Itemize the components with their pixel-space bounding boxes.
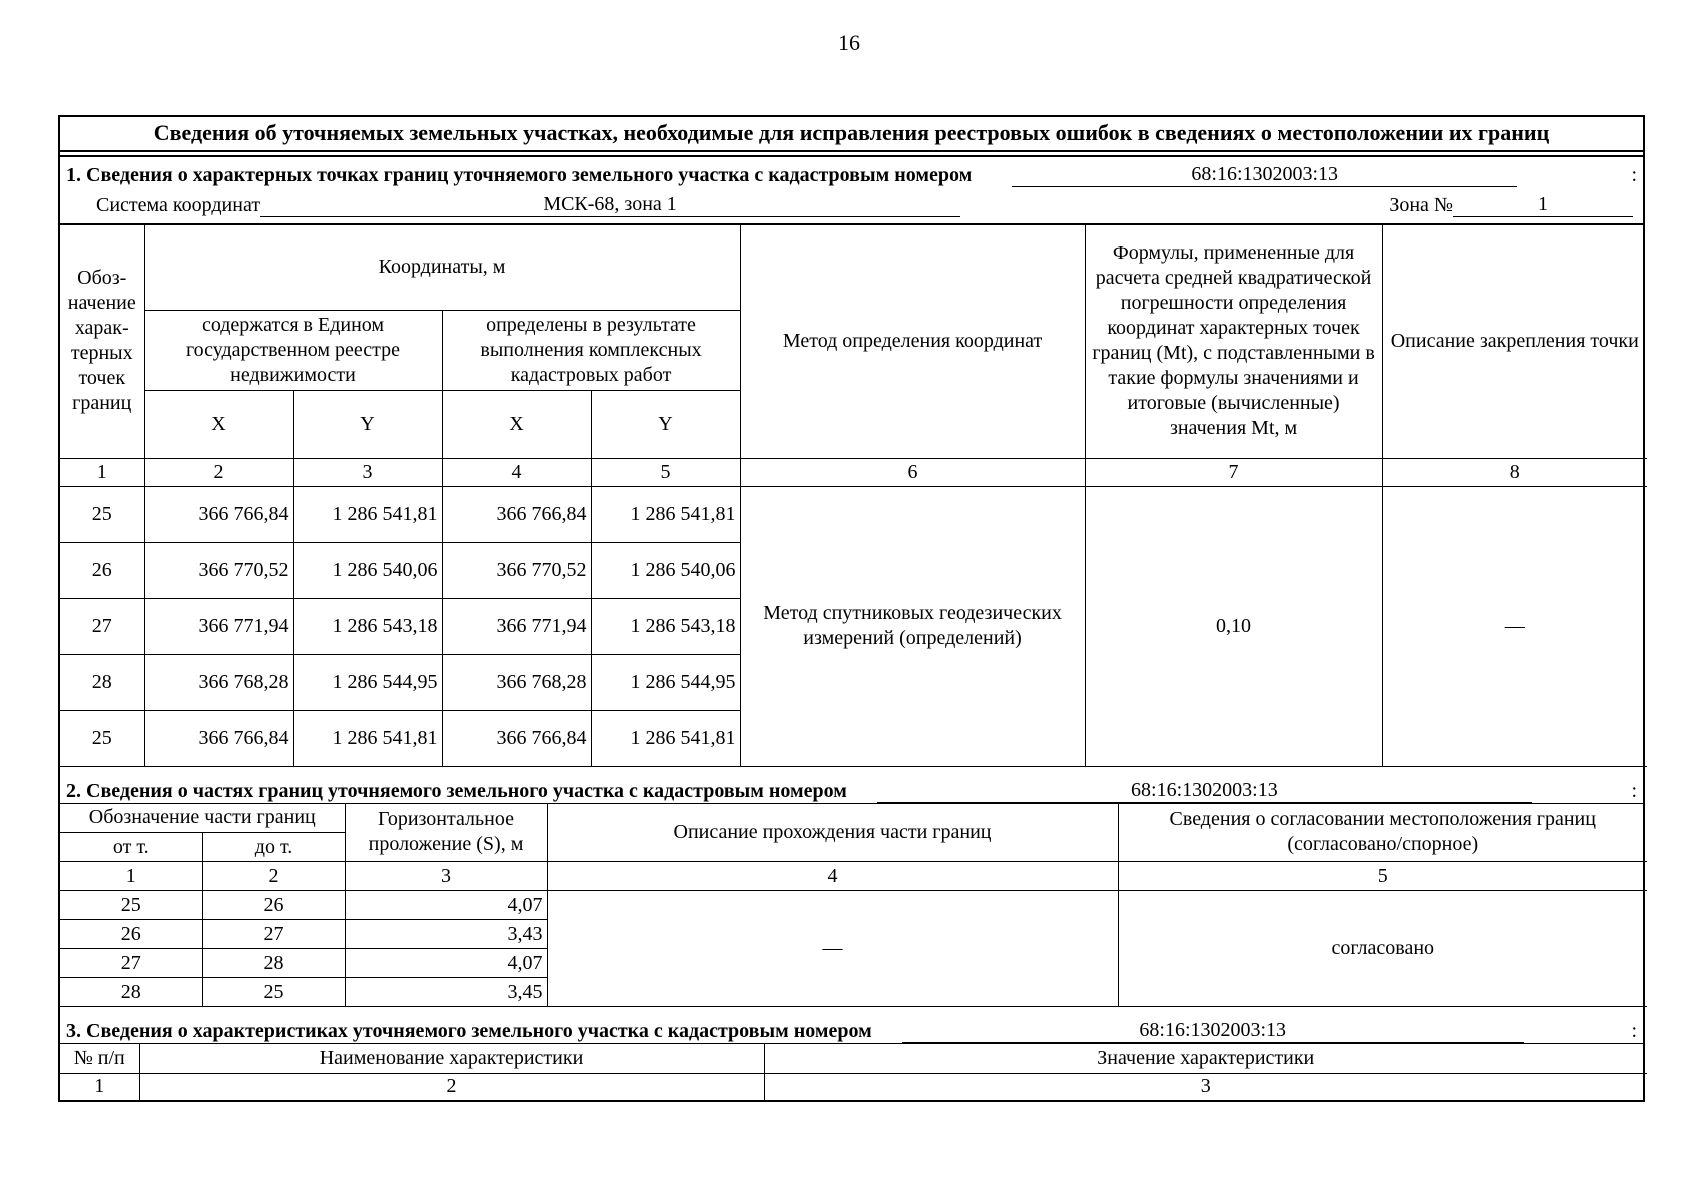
y-egrn: 1 286 540,06	[293, 542, 442, 598]
header-fixing: Описание закрепления точки	[1382, 225, 1647, 458]
col-number: 7	[1085, 458, 1382, 486]
header-y-complex: Y	[591, 390, 740, 458]
col-number: 5	[591, 458, 740, 486]
header-value: Значение характеристики	[764, 1044, 1647, 1073]
method-value: Метод спутниковых геодезических измерений (определений)	[740, 486, 1085, 766]
from-point: 25	[60, 891, 202, 920]
header-agreement: Сведения о согласовании местоположения границ (согласовано/спорное)	[1118, 804, 1647, 862]
colon: :	[1631, 779, 1637, 802]
col-number: 3	[764, 1073, 1647, 1100]
header-name: Наименование характеристики	[139, 1044, 764, 1073]
section3-heading-row	[60, 1007, 1643, 1044]
form-title: Сведения об уточняемых земельных участках, необходимые для исправления реестровых ошибок в сведениях о местоположении их границ	[60, 117, 1643, 152]
x-egrn: 366 770,52	[144, 542, 293, 598]
point-id: 26	[60, 542, 144, 598]
y-egrn: 1 286 544,95	[293, 654, 442, 710]
characteristics-table	[60, 1044, 1647, 1100]
points-table	[60, 225, 1647, 767]
horizontal-value: 3,43	[345, 920, 547, 949]
col-number: 4	[442, 458, 591, 486]
section3-heading: 3. Сведения о характеристиках уточняемого земельного участка с кадастровым номером	[66, 1020, 872, 1042]
y-complex: 1 286 543,18	[591, 598, 740, 654]
header-part: Обозначение части границ	[60, 804, 345, 833]
section1-heading-row	[60, 157, 1643, 187]
zone-label: Зона №	[1389, 194, 1453, 216]
y-complex: 1 286 541,81	[591, 710, 740, 766]
x-egrn: 366 771,94	[144, 598, 293, 654]
x-complex: 366 770,52	[442, 542, 591, 598]
y-complex: 1 286 540,06	[591, 542, 740, 598]
header-coordinates: Координаты, м	[144, 225, 740, 310]
from-point: 26	[60, 920, 202, 949]
y-complex: 1 286 541,81	[591, 486, 740, 542]
mt-value: 0,10	[1085, 486, 1382, 766]
description-value: —	[547, 891, 1118, 1007]
agreement-value: согласовано	[1118, 891, 1647, 1007]
header-to: до т.	[202, 833, 345, 862]
x-complex: 366 766,84	[442, 710, 591, 766]
x-egrn: 366 768,28	[144, 654, 293, 710]
col-number: 3	[345, 862, 547, 891]
header-x-egrn: X	[144, 390, 293, 458]
header-x-complex: X	[442, 390, 591, 458]
to-point: 28	[202, 949, 345, 978]
col-number: 1	[60, 1073, 139, 1100]
colon: :	[1631, 164, 1637, 186]
col-number: 2	[139, 1073, 764, 1100]
coord-system-value: МСК-68, зона 1	[260, 192, 960, 217]
section2-heading-row	[60, 767, 1643, 804]
horizontal-value: 4,07	[345, 949, 547, 978]
fixing-value: —	[1382, 486, 1647, 766]
point-id: 28	[60, 654, 144, 710]
header-from: от т.	[60, 833, 202, 862]
header-method: Метод определения координат	[740, 225, 1085, 458]
col-number: 4	[547, 862, 1118, 891]
header-formulas: Формулы, примененные для расчета средней квадратической погрешности определения координат характерных точек границ (Mt), с подставленными в такие формулы значениями и итоговые (вычисленные) значения Mt, м	[1085, 225, 1382, 458]
from-point: 27	[60, 949, 202, 978]
header-horizontal: Горизонтальное проложение (S), м	[345, 804, 547, 862]
horizontal-value: 3,45	[345, 978, 547, 1007]
x-complex: 366 766,84	[442, 486, 591, 542]
section1-heading: 1. Сведения о характерных точках границ уточняемого земельного участка с кадастровым номером	[66, 164, 973, 186]
y-egrn: 1 286 543,18	[293, 598, 442, 654]
header-complex: определены в результате выполнения комплексных кадастровых работ	[442, 310, 740, 390]
header-egrn: содержатся в Едином государственном реестре недвижимости	[144, 310, 442, 390]
point-id: 25	[60, 710, 144, 766]
section2-heading: 2. Сведения о частях границ уточняемого земельного участка с кадастровым номером	[66, 779, 847, 802]
zone-value: 1	[1453, 192, 1633, 217]
col-number: 5	[1118, 862, 1647, 891]
section2-cadastral-number: 68:16:1302003:13	[877, 778, 1532, 803]
document-form	[58, 115, 1645, 1102]
col-number: 1	[60, 458, 144, 486]
section3-cadastral-number: 68:16:1302003:13	[902, 1018, 1524, 1043]
to-point: 26	[202, 891, 345, 920]
x-egrn: 366 766,84	[144, 710, 293, 766]
col-number: 6	[740, 458, 1085, 486]
y-egrn: 1 286 541,81	[293, 486, 442, 542]
table-row	[60, 891, 1647, 920]
header-num: № п/п	[60, 1044, 139, 1073]
col-number: 1	[60, 862, 202, 891]
table-row	[60, 486, 1647, 542]
header-point: Обоз-начение харак-терных точек границ	[60, 225, 144, 458]
to-point: 27	[202, 920, 345, 949]
colon: :	[1631, 1020, 1637, 1042]
point-id: 25	[60, 486, 144, 542]
coord-system-label: Система координат	[96, 194, 261, 216]
col-number: 3	[293, 458, 442, 486]
x-egrn: 366 766,84	[144, 486, 293, 542]
from-point: 28	[60, 978, 202, 1007]
coord-system-row	[60, 187, 1643, 225]
to-point: 25	[202, 978, 345, 1007]
page-number: 16	[838, 30, 860, 55]
col-number: 2	[144, 458, 293, 486]
col-number: 2	[202, 862, 345, 891]
horizontal-value: 4,07	[345, 891, 547, 920]
header-y-egrn: Y	[293, 390, 442, 458]
col-number: 8	[1382, 458, 1647, 486]
header-description: Описание прохождения части границ	[547, 804, 1118, 862]
point-id: 27	[60, 598, 144, 654]
x-complex: 366 771,94	[442, 598, 591, 654]
y-complex: 1 286 544,95	[591, 654, 740, 710]
boundary-parts-table	[60, 804, 1647, 1008]
section1-cadastral-number: 68:16:1302003:13	[1012, 162, 1517, 187]
x-complex: 366 768,28	[442, 654, 591, 710]
y-egrn: 1 286 541,81	[293, 710, 442, 766]
